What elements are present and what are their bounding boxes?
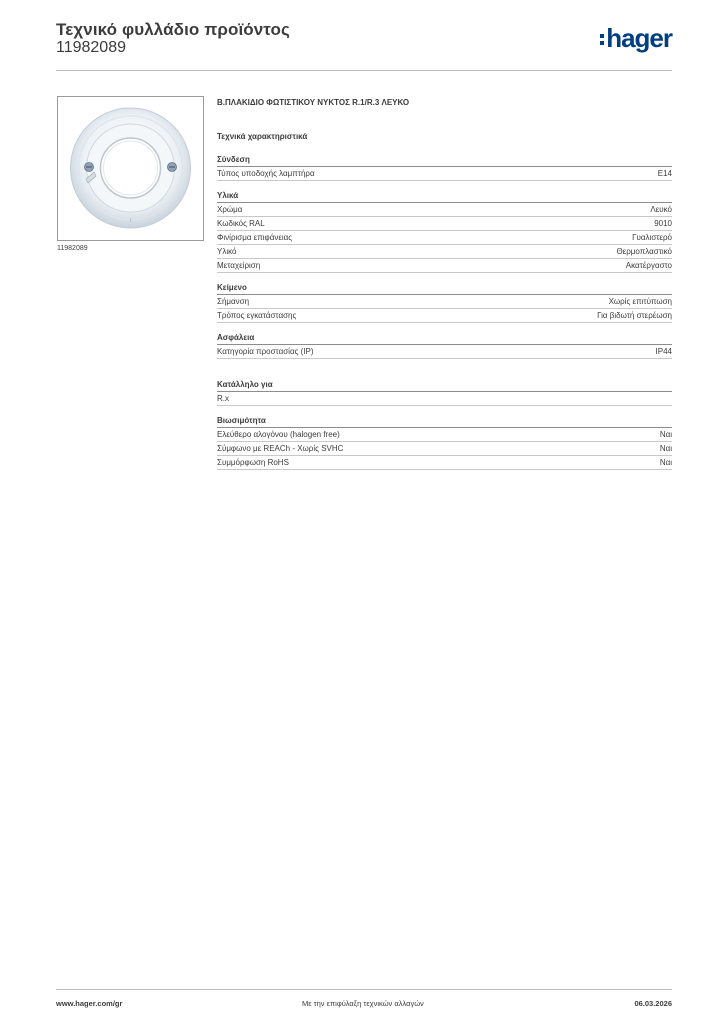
- section-text: [217, 282, 672, 323]
- page-header: [56, 20, 672, 71]
- spec-value: Θερμοπλαστικό: [616, 247, 672, 256]
- spec-value: Λευκό: [650, 205, 672, 214]
- footer-website-link[interactable]: www.hager.com/gr: [56, 999, 123, 1008]
- spec-row: [217, 345, 672, 359]
- spec-label: Ελεύθερο αλογόνου (halogen free): [217, 430, 340, 439]
- spec-label: Τύπος υποδοχής λαμπτήρα: [217, 169, 315, 178]
- document-title: Τεχνικό φυλλάδιο προϊόντος: [56, 20, 290, 39]
- image-caption: 11982089: [57, 245, 88, 252]
- spec-value: IP44: [655, 347, 672, 356]
- spec-row: [217, 245, 672, 259]
- spec-value: Γυαλιστερό: [632, 233, 672, 242]
- night-light-cover-image: [58, 97, 203, 240]
- spec-row: [217, 442, 672, 456]
- section-materials: [217, 190, 672, 273]
- spec-value: E14: [657, 169, 672, 178]
- product-name: Β.ΠΛΑΚΙΔΙΟ ΦΩΤΙΣΤΙΚΟΥ ΝΥΚΤΟΣ R.1/R.3 ΛΕΥΚΟ: [217, 98, 410, 107]
- spec-label: Σήμανση: [217, 297, 250, 306]
- spec-label: Τρόπος εγκατάστασης: [217, 311, 297, 320]
- hager-logo: [600, 24, 672, 52]
- section-title: Σύνδεση: [217, 154, 672, 167]
- spec-row: [217, 309, 672, 323]
- spec-label: Σύμφωνο με REACh - Χωρίς SVHC: [217, 444, 344, 453]
- spec-label: Κατηγορία προστασίας (IP): [217, 347, 314, 356]
- spec-row: [217, 456, 672, 470]
- logo-text: hager: [606, 23, 672, 53]
- svg-text:ℹ: ℹ: [129, 218, 132, 224]
- spec-value: Χωρίς επιτύπωση: [608, 297, 672, 306]
- footer-notice: Με την επιφύλαξη τεχνικών αλλαγών: [302, 999, 424, 1008]
- section-connection: [217, 154, 672, 181]
- section-safety: [217, 332, 672, 359]
- logo-dots-icon: [600, 34, 604, 45]
- product-number: 11982089: [56, 39, 126, 56]
- spec-row: [217, 428, 672, 442]
- section-title: Υλικά: [217, 190, 672, 203]
- section-title: Ασφάλεια: [217, 332, 672, 345]
- spec-row: [217, 231, 672, 245]
- spec-row: [217, 217, 672, 231]
- spec-label: Χρώμα: [217, 205, 243, 214]
- spec-label: R.x: [217, 394, 229, 403]
- spec-row: [217, 295, 672, 309]
- section-suitable-for: [217, 379, 672, 406]
- section-title: Κείμενο: [217, 282, 672, 295]
- spec-value: 9010: [654, 219, 672, 228]
- spec-value: Ναι: [659, 444, 672, 453]
- spec-row: [217, 259, 672, 273]
- spec-label: Μεταχείριση: [217, 261, 261, 270]
- footer-date: 06.03.2026: [634, 999, 672, 1008]
- section-sustainability: [217, 415, 672, 470]
- spec-label: Φινίρισμα επιφάνειας: [217, 233, 293, 242]
- page-footer: [56, 989, 672, 1014]
- spec-value: Ναι: [659, 458, 672, 467]
- spec-label: Κωδικός RAL: [217, 219, 265, 228]
- spec-value: Ακατέργαστο: [625, 261, 672, 270]
- section-title: Κατάλληλο για: [217, 379, 672, 392]
- spec-value: Για βιδωτή στερέωση: [597, 311, 672, 320]
- tech-characteristics-heading: Τεχνικά χαρακτηριστικά: [217, 132, 308, 141]
- spec-value: Ναι: [659, 430, 672, 439]
- spec-label: Υλικό: [217, 247, 237, 256]
- section-title: Βιωσιμότητα: [217, 415, 672, 428]
- spec-row: [217, 203, 672, 217]
- spec-row: [217, 167, 672, 181]
- spec-row: [217, 392, 672, 406]
- product-details: [217, 97, 672, 479]
- spec-label: Συμμόρφωση RoHS: [217, 458, 289, 467]
- product-image: [57, 96, 204, 241]
